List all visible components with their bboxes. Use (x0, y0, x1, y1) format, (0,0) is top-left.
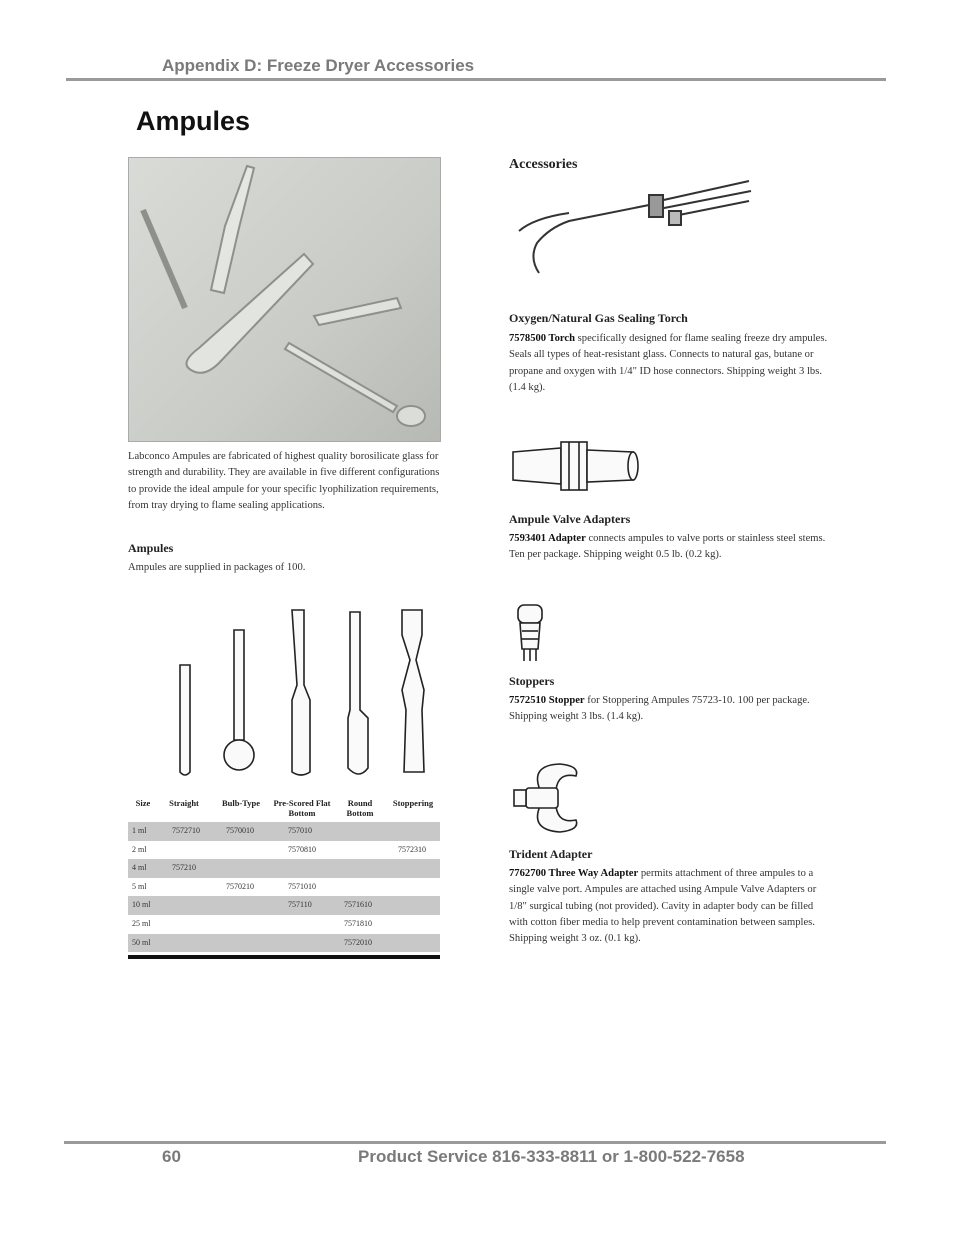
cell-bulb: 7570010 (226, 826, 254, 835)
stoppers-title: Stoppers (509, 674, 555, 688)
product-service-line: Product Service 816-333-8811 or 1-800-522-7658 (358, 1147, 745, 1166)
cell-size: 10 ml (132, 900, 151, 910)
valve-adapter-image (509, 440, 641, 492)
cell-round: 7572010 (344, 937, 372, 947)
page-number: 60 (162, 1147, 181, 1166)
cell-prescored: 757110 (288, 900, 312, 910)
ampules-photo (128, 157, 441, 442)
ampules-table (128, 794, 440, 959)
cell-bulb: 7570210 (226, 881, 254, 891)
page-title: Ampules (136, 106, 251, 136)
stopper-image (512, 603, 548, 663)
table-row (128, 934, 440, 953)
stopper-text: for Stoppering Ampules 75723-10. 100 per package. Shipping weight 3 lbs. (1.4 kg). (509, 695, 810, 723)
cell-size: 5 ml (132, 881, 147, 891)
cell-size: 25 ml (132, 918, 151, 928)
cell-prescored: 757010 (288, 826, 312, 835)
table-row (128, 822, 440, 841)
torch-description (509, 331, 829, 396)
stoppers-description (509, 693, 829, 726)
valve-adapter-title: Ampule Valve Adapters (509, 512, 631, 526)
valve-adapter-code: 7593401 Adapter (509, 533, 586, 544)
cell-straight: 7572710 (172, 826, 200, 835)
valve-adapter-text: connects ampules to valve ports or stainless steel stems. Ten per package. Shipping weight 0.5 lb. (0.2 kg). (509, 533, 826, 561)
cell-stoppering: 7572310 (398, 844, 426, 854)
cell-round: 7571810 (344, 918, 372, 928)
cell-prescored: 7571010 (288, 881, 316, 891)
cell-straight: 757210 (172, 863, 196, 873)
col-header-stoppering: Stoppering (392, 798, 434, 808)
torch-title: Oxygen/Natural Gas Sealing Torch (509, 311, 688, 325)
col-header-prescored: Pre-Scored Flat Bottom (273, 798, 331, 818)
trident-text: permits attachment of three ampules to a single valve port. Ampules are attached using Ampule Valve Adapters or 1/8" surgical tubing (not provided). Cavity in adapter body can be filled with cotton fiber media to help prevent contamination between samples. Shipping weight 3 oz. (0.1 kg). (509, 868, 817, 945)
cell-round: 7571610 (344, 900, 372, 910)
trident-description (509, 866, 829, 947)
ampules-note: Ampules are supplied in packages of 100. (128, 562, 306, 573)
torch-image (509, 173, 759, 285)
trident-title: Trident Adapter (509, 847, 593, 861)
table-bottom-rule (128, 955, 440, 959)
table-row (128, 915, 440, 934)
cell-size: 1 ml (132, 826, 147, 835)
stopper-code: 7572510 Stopper (509, 695, 585, 706)
cell-prescored: 7570810 (288, 844, 316, 854)
header-rule (66, 78, 886, 81)
intro-paragraph: Labconco Ampules are fabricated of highest quality borosilicate glass for strength and durability. They are available in five different configurations to provide the ideal ampule for your specific lyophilization requirements, from tray drying to flame sealing applications. (128, 451, 440, 511)
cell-size: 50 ml (132, 937, 151, 947)
col-header-straight: Straight (169, 798, 199, 808)
table-row (128, 878, 440, 897)
accessories-heading: Accessories (509, 157, 578, 172)
valve-adapter-description (509, 531, 829, 564)
ampules-heading: Ampules (128, 541, 174, 555)
col-header-size: Size (135, 798, 151, 808)
trident-adapter-image (510, 760, 586, 836)
table-row (128, 896, 440, 915)
cell-size: 2 ml (132, 844, 147, 854)
table-row (128, 859, 440, 878)
trident-code: 7762700 Three Way Adapter (509, 868, 639, 879)
ampule-types-drawing (160, 600, 450, 785)
table-header-row (128, 794, 440, 822)
table-row (128, 841, 440, 860)
cell-size: 4 ml (132, 863, 147, 873)
footer-rule (64, 1141, 886, 1144)
torch-code: 7578500 Torch (509, 333, 576, 344)
torch-text: specifically designed for flame sealing freeze dry ampules. Seals all types of heat-resistant glass. Connects to natural gas, butane or propane and oxygen with 1/4" ID hose connectors. Shipping weight 3 lbs. (1.4 kg). (509, 333, 828, 393)
col-header-round: Round Bottom (346, 798, 374, 818)
section-header: Appendix D: Freeze Dryer Accessories (162, 56, 475, 75)
col-header-bulb: Bulb-Type (221, 798, 261, 808)
